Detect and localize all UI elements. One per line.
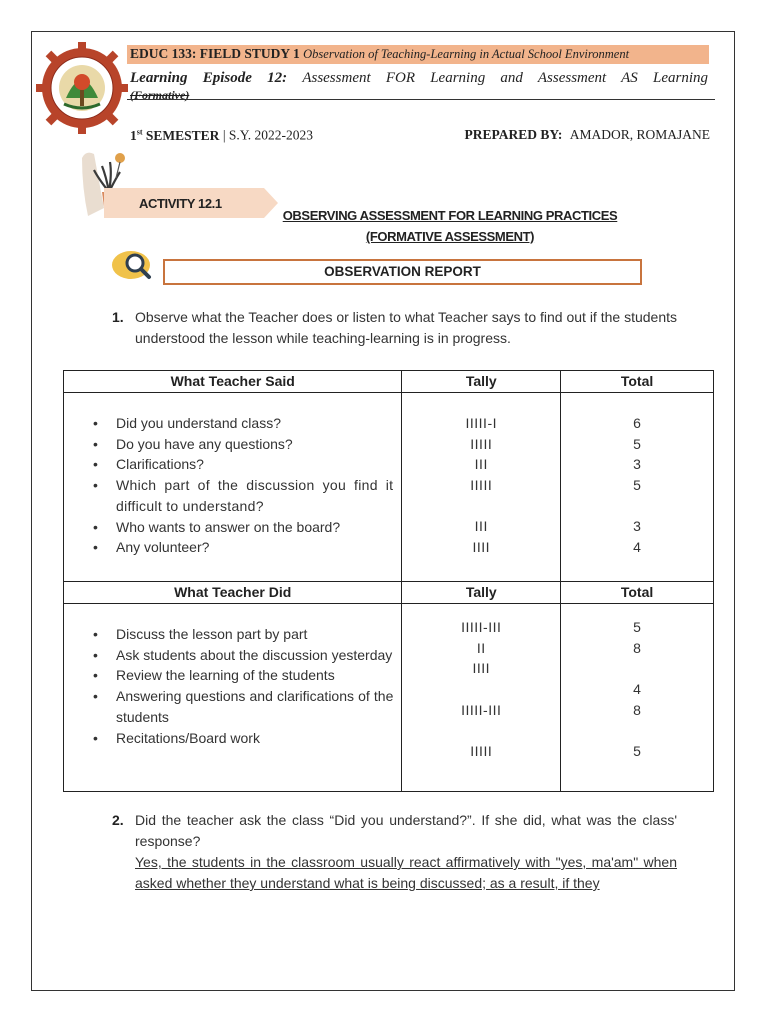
tally-value: III — [474, 518, 488, 535]
activity-title-line1: OBSERVING ASSESSMENT FOR LEARNING PRACTICES — [282, 208, 618, 223]
list-item: • Answering questions and clarifications of the students — [116, 686, 393, 727]
total-value: 4 — [633, 681, 641, 698]
did-items-cell — [64, 604, 402, 792]
total-value: 8 — [633, 701, 641, 718]
total-value: 5 — [633, 435, 641, 452]
episode-line — [130, 68, 708, 89]
header-total: Total — [561, 582, 714, 604]
episode-label: Learning Episode 12: — [130, 70, 288, 86]
course-description: Observation of Teaching-Learning in Actual School Environment — [303, 47, 630, 61]
tally-value: IIIII-III — [461, 701, 502, 718]
did-header-row — [64, 582, 714, 604]
semester-label: SEMESTER — [142, 127, 220, 143]
header-total: Total — [561, 371, 714, 393]
activity-title-line2: (FORMATIVE ASSESSMENT) — [365, 229, 535, 244]
said-items-cell — [64, 393, 402, 582]
tally-value: IIIII — [470, 477, 493, 494]
total-value — [561, 658, 713, 679]
list-item: • Recitations/Board work — [116, 728, 393, 749]
list-item: • Ask students about the discussion yesterday — [116, 645, 393, 666]
list-item: • Any volunteer? — [116, 537, 393, 558]
said-body-row — [64, 393, 714, 582]
question2-text: Did the teacher ask the class “Did you understand?”. If she did, what was the class' response? — [135, 812, 677, 849]
observation-table — [63, 370, 714, 792]
university-seal-logo — [36, 42, 128, 134]
tally-value: IIII — [472, 539, 491, 556]
magnifier-icon — [111, 249, 159, 281]
list-item: • Who wants to answer on the board? — [116, 517, 393, 538]
question2-answer: Yes, the students in the classroom usually react affirmatively with "yes, ma'am" when asked whether they understand what is being discussed; as a result, if they — [135, 854, 677, 891]
tally-value — [402, 720, 560, 741]
header-rule — [127, 99, 715, 100]
tally-value: IIIII-I — [465, 415, 497, 431]
said-tally-cell — [402, 393, 561, 582]
tally-value — [402, 496, 560, 517]
tally-value: IIIII — [470, 435, 493, 452]
list-item: • Clarifications? — [116, 454, 393, 475]
total-value — [561, 496, 713, 517]
observation-report-title: OBSERVATION REPORT — [163, 259, 642, 285]
school-year: | S.Y. 2022-2023 — [222, 127, 314, 143]
tally-value: IIIII — [470, 743, 493, 760]
total-value: 5 — [633, 619, 641, 635]
total-value — [561, 720, 713, 741]
tally-value: II — [476, 639, 486, 656]
tally-value — [402, 679, 560, 700]
prepared-by — [464, 127, 710, 143]
list-item: • Do you have any questions? — [116, 434, 393, 455]
course-line — [130, 46, 629, 62]
total-value: 8 — [633, 639, 641, 656]
did-total-cell — [561, 604, 714, 792]
did-body-row — [64, 604, 714, 792]
list-item: • Discuss the lesson part by part — [116, 624, 393, 645]
total-value: 3 — [633, 456, 641, 473]
semester-info — [130, 127, 313, 144]
total-value: 5 — [633, 743, 641, 760]
total-value: 3 — [633, 518, 641, 535]
header-what-teacher-said: What Teacher Said — [64, 371, 402, 393]
episode-title: Assessment FOR Learning and Assessment AS Learning — [302, 70, 708, 86]
question2-block — [135, 810, 677, 894]
semester-number: 1 — [130, 127, 137, 143]
list-item: • Review the learning of the students — [116, 665, 393, 686]
episode-subtitle: (Formative) — [130, 88, 190, 102]
did-tally-cell — [402, 604, 561, 792]
header-tally: Tally — [402, 582, 561, 604]
prepared-label: PREPARED BY: — [464, 127, 563, 142]
question1-text: Observe what the Teacher does or listen to what Teacher says to find out if the students understood the lesson while teaching-learning is in progress. — [135, 309, 677, 346]
prepared-name: AMADOR, ROMAJANE — [569, 127, 710, 142]
header-what-teacher-did: What Teacher Did — [64, 582, 402, 604]
total-value: 4 — [633, 539, 641, 556]
did-items-list — [64, 604, 401, 760]
said-items-list — [64, 393, 401, 570]
course-code: EDUC 133: FIELD STUDY 1 — [130, 46, 300, 61]
question2-number: 2. — [112, 812, 124, 828]
question1-number: 1. — [112, 309, 124, 325]
list-item: • Which part of the discussion you find it difficult to understand? — [116, 475, 393, 516]
tally-value: III — [474, 456, 488, 473]
tally-value: IIIII-III — [461, 619, 502, 635]
list-item: • Did you understand class? — [116, 413, 393, 434]
said-header-row — [64, 371, 714, 393]
header-tally: Tally — [402, 371, 561, 393]
semester-suffix: st — [136, 127, 143, 136]
activity-label: ACTIVITY 12.1 — [139, 196, 222, 211]
total-value: 5 — [633, 477, 641, 494]
tally-value: IIII — [472, 660, 491, 677]
said-total-cell — [561, 393, 714, 582]
total-value: 6 — [633, 415, 641, 431]
